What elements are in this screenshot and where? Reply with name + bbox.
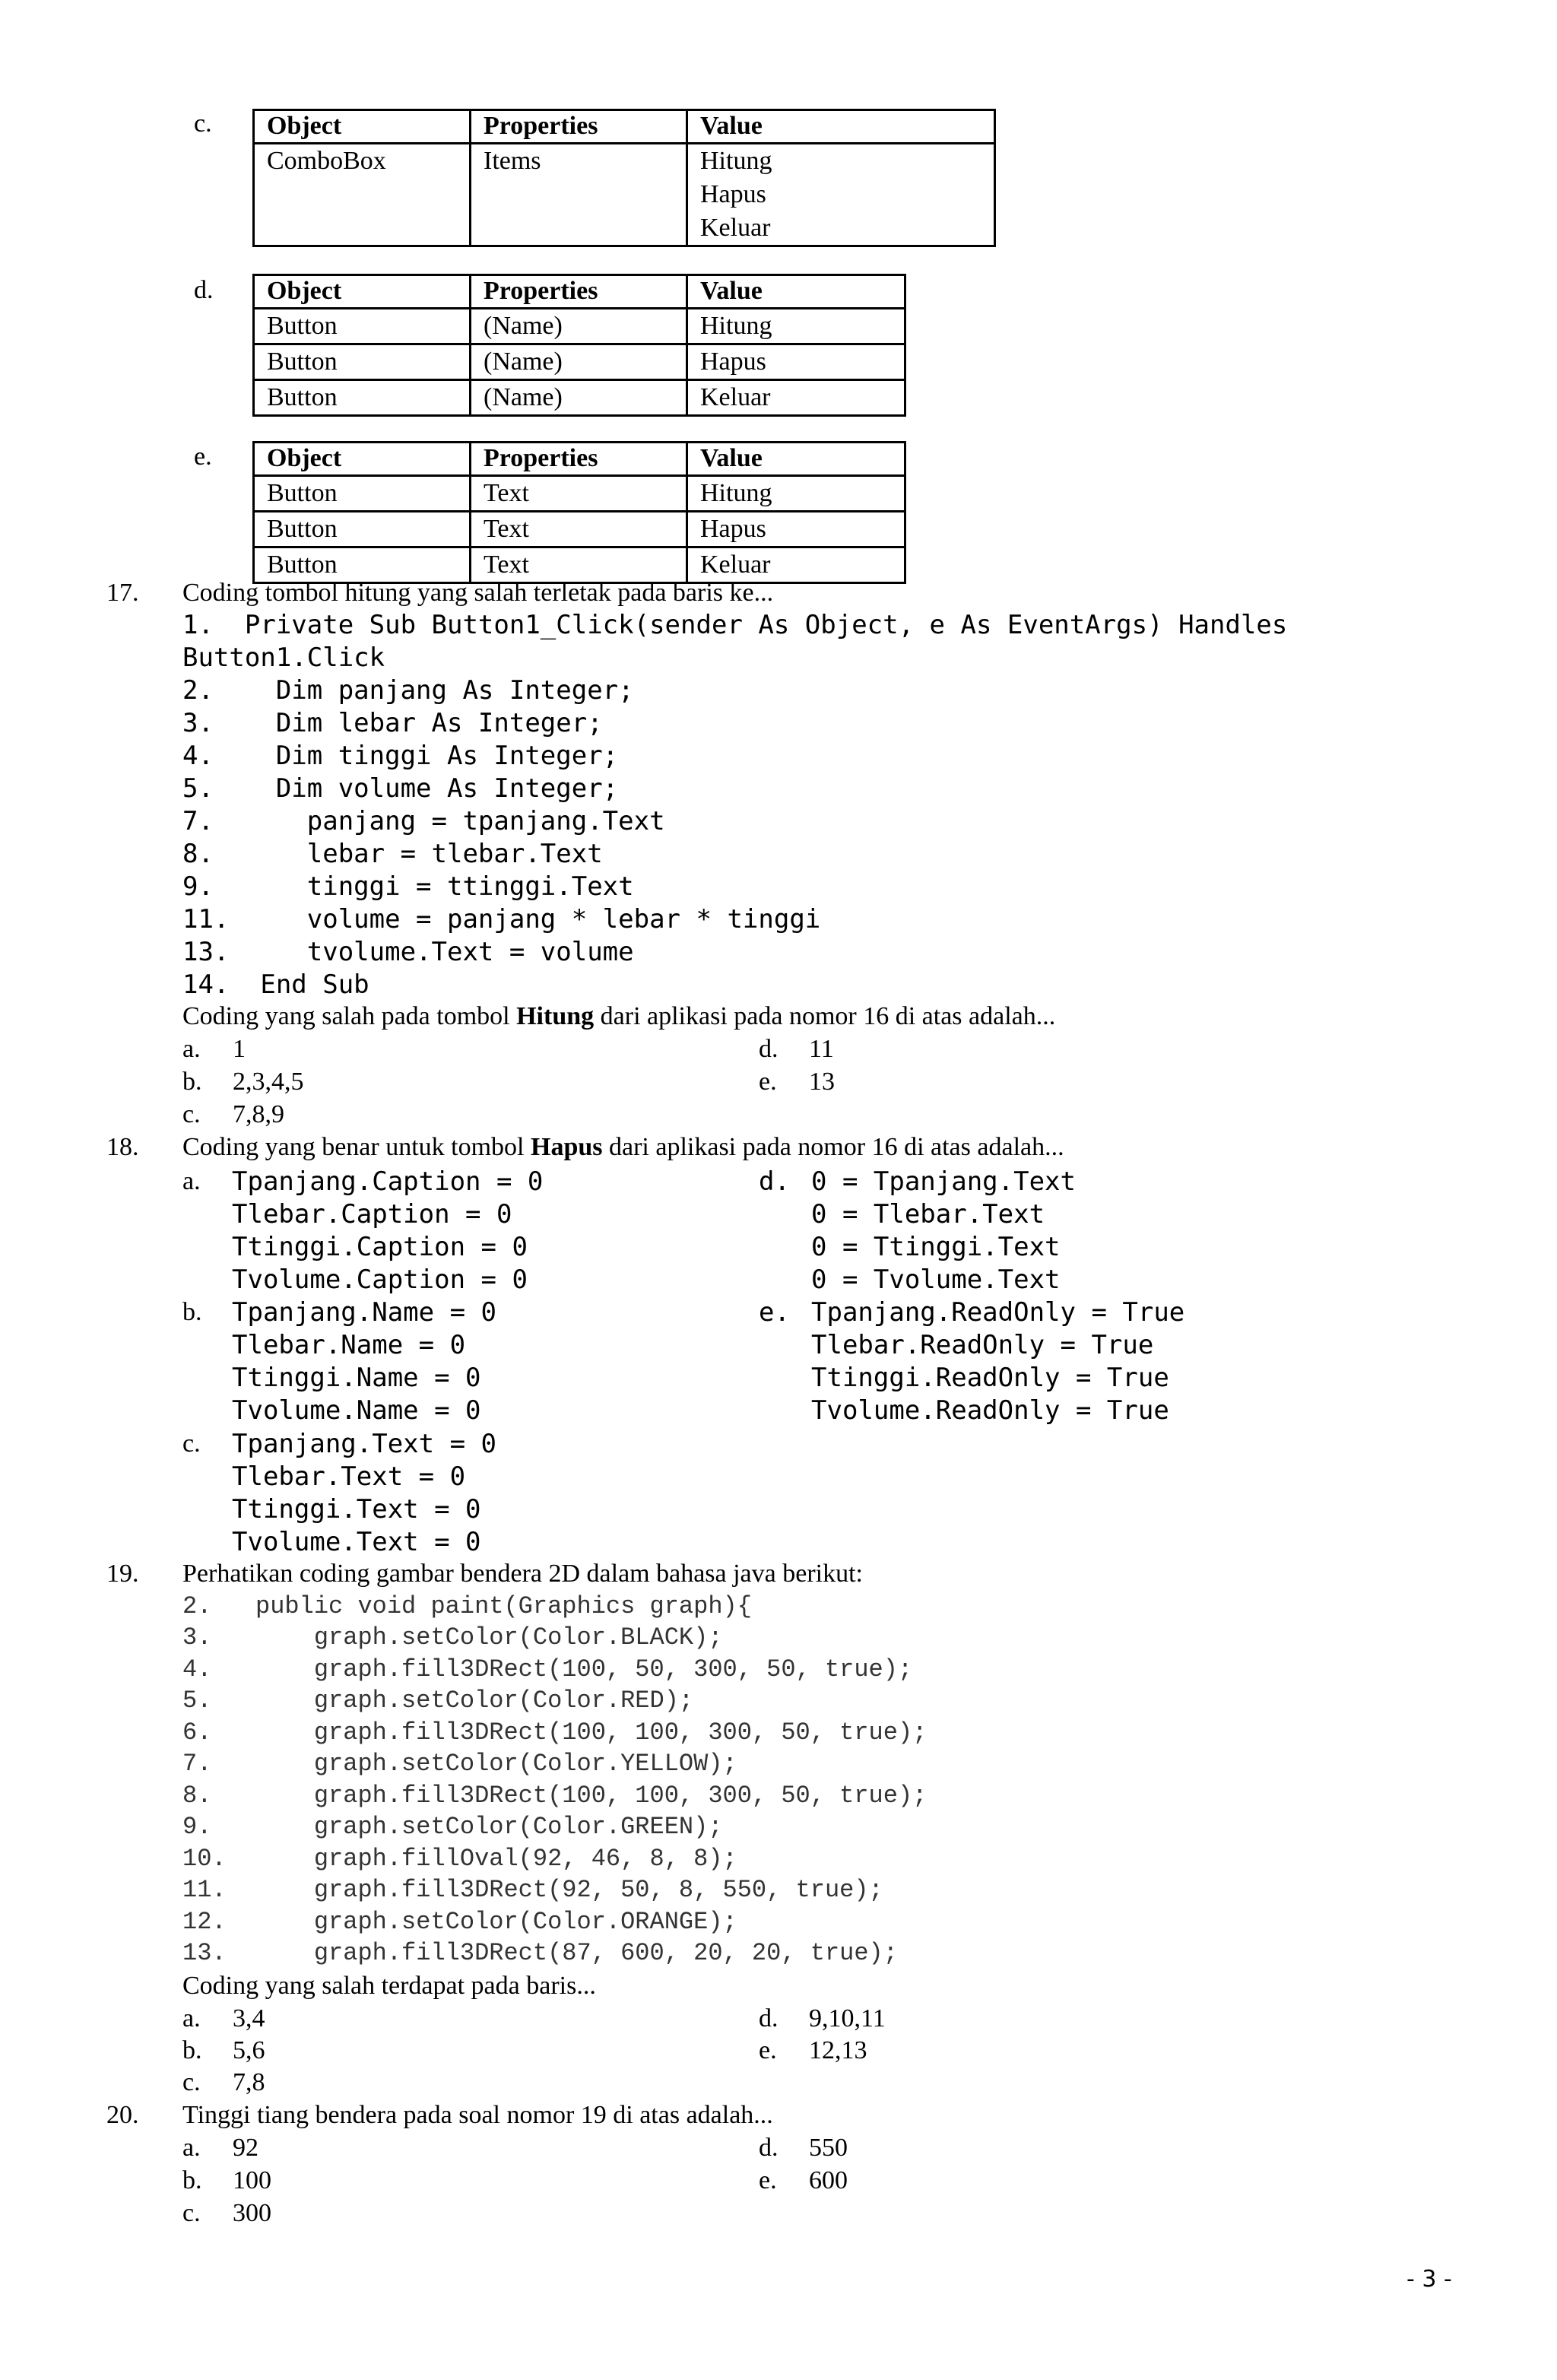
option-label: e.	[759, 1297, 790, 1328]
code-line: Button1.Click	[182, 643, 385, 673]
table-row	[254, 476, 905, 512]
table-header: Value	[687, 443, 905, 476]
table-cell: Hitung	[687, 309, 905, 344]
code-line: Ttinggi.Name = 0	[232, 1363, 481, 1393]
properties-table-d	[252, 274, 906, 417]
answer-option-b[interactable]	[182, 1069, 304, 1095]
code-line: 10. graph.fillOval(92, 46, 8, 8);	[182, 1845, 737, 1873]
option-text: 5,6	[233, 2036, 265, 2064]
table-cell: (Name)	[471, 309, 687, 344]
answer-option-b[interactable]	[182, 2168, 271, 2194]
code-line: 13. tvolume.Text = volume	[182, 937, 634, 967]
question-number-18: 18.	[106, 1133, 139, 1161]
code-line: Tlebar.Text = 0	[232, 1461, 466, 1492]
table-cell: Button	[254, 512, 471, 547]
option-label-d: d.	[194, 276, 214, 304]
table-header: Value	[687, 110, 995, 144]
option-text: 7,8,9	[233, 1100, 284, 1128]
question-prompt-18	[182, 1134, 1064, 1160]
question-text-19: Perhatikan coding gambar bendera 2D dalam bahasa java berikut:	[182, 1560, 863, 1588]
code-line: Tvolume.Name = 0	[232, 1395, 481, 1426]
answer-option-c[interactable]	[182, 2201, 271, 2226]
code-line: Ttinggi.ReadOnly = True	[811, 1363, 1169, 1393]
option-label: d.	[759, 1166, 790, 1197]
question-number-20: 20.	[106, 2101, 139, 2129]
question-text-17: Coding tombol hitung yang salah terletak pada baris ke...	[182, 579, 774, 607]
code-line: 8. lebar = tlebar.Text	[182, 839, 603, 869]
option-label: a.	[182, 2134, 201, 2162]
table-cell: Hapus	[687, 344, 905, 380]
code-line: 2. public void paint(Graphics graph){	[182, 1592, 752, 1620]
code-line: Tpanjang.ReadOnly = True	[811, 1297, 1185, 1328]
prompt-text: dari aplikasi pada nomor 16 di atas adalah...	[602, 1133, 1064, 1161]
table-cell	[471, 211, 687, 246]
code-line: 7. panjang = tpanjang.Text	[182, 806, 665, 836]
table-cell: Hapus	[687, 178, 995, 211]
option-text: 9,10,11	[809, 2004, 886, 2033]
table-header: Object	[254, 275, 471, 309]
code-line: 5. Dim volume As Integer;	[182, 773, 619, 804]
code-line: 1. Private Sub Button1_Click(sender As Object, e As EventArgs) Handles	[182, 610, 1288, 640]
table-row	[254, 512, 905, 547]
code-line: 4. graph.fill3DRect(100, 50, 300, 50, true);	[182, 1655, 913, 1683]
table-cell	[254, 211, 471, 246]
prompt-text: Coding yang salah pada tombol	[182, 1002, 517, 1030]
answer-option-c[interactable]	[182, 1102, 284, 1128]
prompt-text: dari aplikasi pada nomor 16 di atas adalah...	[594, 1002, 1056, 1030]
option-label: c.	[182, 1100, 201, 1128]
table-row	[254, 309, 905, 344]
code-line: 11. volume = panjang * lebar * tinggi	[182, 904, 821, 935]
option-label: e.	[759, 1068, 777, 1096]
table-cell: Button	[254, 547, 471, 583]
prompt-bold-text: Hapus	[531, 1133, 603, 1161]
code-line: 13. graph.fill3DRect(87, 600, 20, 20, true);	[182, 1939, 898, 1967]
code-line: Tvolume.Text = 0	[232, 1527, 481, 1557]
code-line: 5. graph.setColor(Color.RED);	[182, 1687, 694, 1715]
option-label: a.	[182, 1035, 201, 1063]
code-line: 0 = Tpanjang.Text	[811, 1166, 1076, 1197]
prompt-text: Coding yang benar untuk tombol	[182, 1133, 531, 1161]
code-line: Tvolume.Caption = 0	[232, 1265, 528, 1295]
code-line: Tpanjang.Text = 0	[232, 1429, 496, 1459]
option-label: a.	[182, 1167, 201, 1195]
code-line: 9. graph.setColor(Color.GREEN);	[182, 1813, 723, 1841]
option-label: b.	[182, 2166, 202, 2194]
table-header: Properties	[471, 443, 687, 476]
option-label: c.	[182, 2068, 201, 2096]
table-cell: Keluar	[687, 547, 905, 583]
question-text-20: Tinggi tiang bendera pada soal nomor 19 di atas adalah...	[182, 2101, 773, 2129]
option-text: 11	[809, 1035, 834, 1063]
properties-table-c	[252, 109, 996, 247]
table-cell: Text	[471, 476, 687, 512]
option-label: e.	[759, 2166, 777, 2194]
table-row	[254, 344, 905, 380]
option-text: 13	[809, 1068, 835, 1096]
option-text: 2,3,4,5	[233, 1068, 304, 1096]
option-label: e.	[759, 2036, 777, 2064]
code-line: Tpanjang.Caption = 0	[232, 1166, 544, 1197]
answer-option-b[interactable]	[182, 2038, 265, 2064]
option-label: b.	[182, 2036, 202, 2064]
table-cell: Keluar	[687, 380, 905, 416]
table-row	[254, 547, 905, 583]
prompt-bold-text: Hitung	[516, 1002, 595, 1030]
option-text: 300	[233, 2199, 271, 2227]
answer-option-d[interactable]	[759, 2135, 848, 2161]
answer-option-e[interactable]	[759, 1069, 835, 1095]
table-cell: Button	[254, 309, 471, 344]
option-label: a.	[182, 2004, 201, 2033]
table-row	[254, 211, 995, 246]
table-row	[254, 178, 995, 211]
option-label: b.	[182, 1068, 202, 1096]
option-text: 3,4	[233, 2004, 265, 2033]
option-label: d.	[759, 2134, 778, 2162]
option-label-e: e.	[194, 443, 212, 471]
option-label: c.	[182, 2199, 201, 2227]
table-cell: (Name)	[471, 344, 687, 380]
code-line: 0 = Tlebar.Text	[811, 1199, 1045, 1230]
table-cell: Hitung	[687, 476, 905, 512]
code-line: 14. End Sub	[182, 969, 369, 1000]
option-label: d.	[759, 1035, 778, 1063]
table-cell: Button	[254, 380, 471, 416]
table-cell	[471, 178, 687, 211]
answer-option-a[interactable]	[182, 2006, 265, 2032]
table-cell: Text	[471, 547, 687, 583]
answer-option-c[interactable]	[182, 2070, 265, 2096]
table-cell: Hapus	[687, 512, 905, 547]
question-prompt-17	[182, 1004, 1055, 1030]
table-row	[254, 144, 995, 179]
table-header: Properties	[471, 110, 687, 144]
option-text: 7,8	[233, 2068, 265, 2096]
code-line: 0 = Ttinggi.Text	[811, 1232, 1061, 1262]
table-cell: Button	[254, 344, 471, 380]
table-header: Object	[254, 443, 471, 476]
option-text: 100	[233, 2166, 271, 2194]
answer-option-d[interactable]	[759, 1036, 834, 1062]
option-text: 92	[233, 2134, 258, 2162]
code-line: 4. Dim tinggi As Integer;	[182, 741, 619, 771]
code-line: 8. graph.fill3DRect(100, 100, 300, 50, true);	[182, 1782, 928, 1810]
option-label: b.	[182, 1298, 202, 1326]
code-line: Tlebar.ReadOnly = True	[811, 1330, 1154, 1360]
code-line: 7. graph.setColor(Color.YELLOW);	[182, 1750, 737, 1778]
code-line: Ttinggi.Caption = 0	[232, 1232, 528, 1262]
code-line: Tpanjang.Name = 0	[232, 1297, 496, 1328]
question-number-17: 17.	[106, 579, 139, 607]
code-line: 3. Dim lebar As Integer;	[182, 708, 603, 738]
table-cell	[254, 178, 471, 211]
option-text: 600	[809, 2166, 848, 2194]
code-line: 11. graph.fill3DRect(92, 50, 8, 550, true);	[182, 1876, 883, 1904]
table-header: Object	[254, 110, 471, 144]
table-cell: Keluar	[687, 211, 995, 246]
answer-option-a[interactable]	[182, 2135, 258, 2161]
code-line: Ttinggi.Text = 0	[232, 1494, 481, 1525]
option-text: 12,13	[809, 2036, 867, 2064]
page-number: - 3 -	[1406, 2266, 1452, 2293]
table-header: Properties	[471, 275, 687, 309]
option-text: 1	[233, 1035, 246, 1063]
table-cell: (Name)	[471, 380, 687, 416]
question-number-19: 19.	[106, 1560, 139, 1588]
code-line: 6. graph.fill3DRect(100, 100, 300, 50, true);	[182, 1718, 928, 1747]
table-cell: Button	[254, 476, 471, 512]
answer-option-a[interactable]	[182, 1036, 246, 1062]
code-line: 3. graph.setColor(Color.BLACK);	[182, 1623, 723, 1652]
table-cell: ComboBox	[254, 144, 471, 179]
table-row	[254, 380, 905, 416]
option-label: c.	[182, 1430, 201, 1458]
option-label: d.	[759, 2004, 778, 2033]
answer-option-e[interactable]	[759, 2168, 848, 2194]
answer-option-e[interactable]	[759, 2038, 867, 2064]
code-line: Tlebar.Caption = 0	[232, 1199, 512, 1230]
code-line: 2. Dim panjang As Integer;	[182, 675, 634, 706]
table-cell: Hitung	[687, 144, 995, 179]
properties-table-e	[252, 441, 906, 584]
table-cell: Text	[471, 512, 687, 547]
code-line: 0 = Tvolume.Text	[811, 1265, 1061, 1295]
table-header: Value	[687, 275, 905, 309]
code-line: Tlebar.Name = 0	[232, 1330, 466, 1360]
question-prompt-19: Coding yang salah terdapat pada baris...	[182, 1972, 596, 2000]
option-label-c: c.	[194, 109, 212, 138]
table-cell: Items	[471, 144, 687, 179]
code-line: Tvolume.ReadOnly = True	[811, 1395, 1169, 1426]
answer-option-d[interactable]	[759, 2006, 886, 2032]
code-line: 9. tinggi = ttinggi.Text	[182, 871, 634, 902]
option-text: 550	[809, 2134, 848, 2162]
code-line: 12. graph.setColor(Color.ORANGE);	[182, 1908, 737, 1936]
